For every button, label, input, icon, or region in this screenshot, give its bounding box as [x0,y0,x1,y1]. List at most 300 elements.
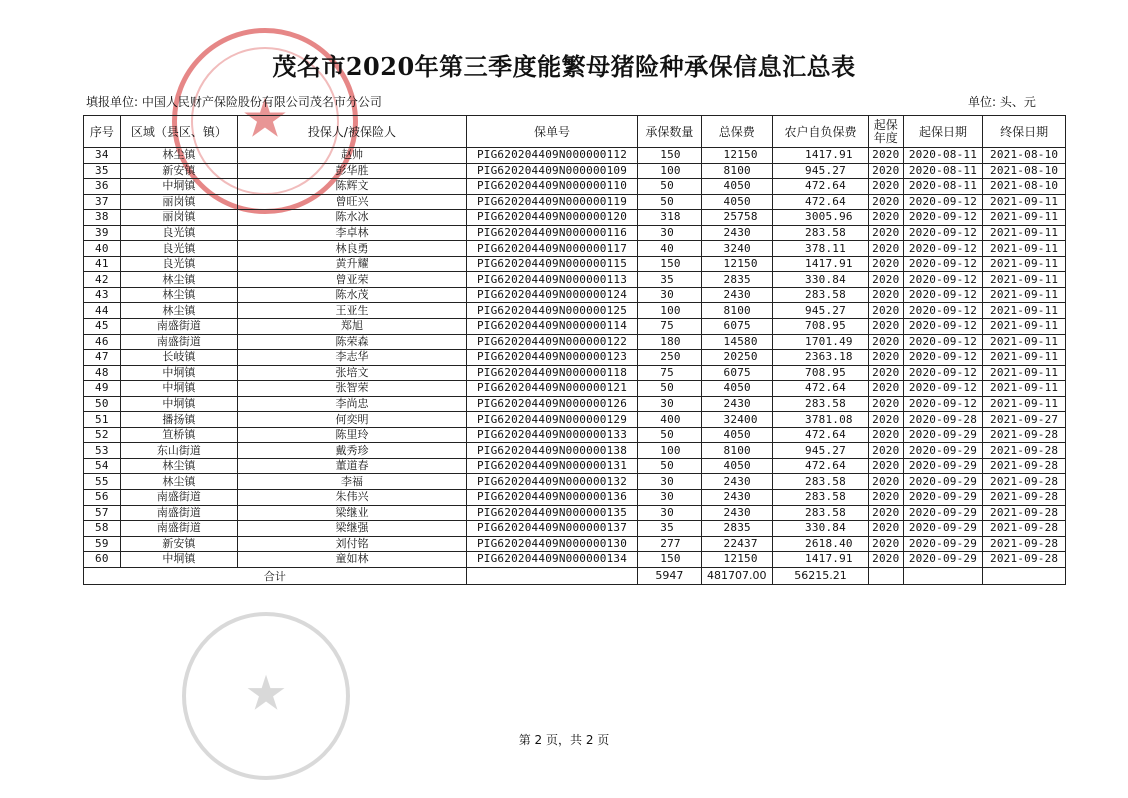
cell-insured: 陈水茂 [238,287,467,303]
cell-policy: PIG620204409N000000124 [466,287,637,303]
cell-insured: 彭华胜 [238,163,467,179]
cell-seq: 60 [84,552,121,568]
cell-region: 中垌镇 [120,396,237,412]
cell-qty: 35 [638,272,701,288]
cell-start-date: 2020-09-29 [903,427,983,443]
cell-end-date: 2021-09-11 [983,334,1066,350]
cell-premium: 2430 [701,287,772,303]
cell-year: 2020 [868,427,903,443]
cell-end-date: 2021-09-11 [983,287,1066,303]
cell-insured: 陈里玲 [238,427,467,443]
page-number: 第 2 页，共 2 页 [518,733,610,747]
table-row [84,163,1066,179]
cell-start-date: 2020-09-12 [903,319,983,335]
cell-self-pay: 1417.91 [773,552,869,568]
cell-premium: 2430 [701,396,772,412]
cell-seq: 40 [84,241,121,257]
cell-start-date: 2020-09-12 [903,396,983,412]
cell-year: 2020 [868,148,903,164]
cell-end-date: 2021-09-27 [983,412,1066,428]
cell-insured: 董道春 [238,458,467,474]
cell-policy: PIG620204409N000000133 [466,427,637,443]
cell-end-date: 2021-09-28 [983,521,1066,537]
cell-premium: 4050 [701,427,772,443]
cell-self-pay: 3005.96 [773,210,869,226]
cell-year: 2020 [868,210,903,226]
cell-end-date: 2021-09-11 [983,319,1066,335]
cell-self-pay: 3781.08 [773,412,869,428]
cell-end-date: 2021-09-28 [983,552,1066,568]
cell-insured: 陈荣森 [238,334,467,350]
cell-end-date: 2021-09-11 [983,194,1066,210]
cell-qty: 50 [638,427,701,443]
cell-year: 2020 [868,396,903,412]
cell-start-date: 2020-08-11 [903,179,983,195]
cell-insured: 李志华 [238,350,467,366]
cell-region: 林尘镇 [120,458,237,474]
cell-year: 2020 [868,381,903,397]
cell-start-date: 2020-09-28 [903,412,983,428]
cell-year: 2020 [868,505,903,521]
cell-start-date: 2020-09-29 [903,458,983,474]
cell-year: 2020 [868,412,903,428]
cell-end-date: 2021-09-28 [983,458,1066,474]
table-row [84,148,1066,164]
cell-end-date: 2021-09-11 [983,210,1066,226]
cell-end-date: 2021-08-10 [983,179,1066,195]
unit-label: 单位: 头、元 [968,95,1036,109]
cell-policy: PIG620204409N000000134 [466,552,637,568]
cell-premium: 2430 [701,474,772,490]
cell-seq: 58 [84,521,121,537]
cell-end-date: 2021-09-11 [983,365,1066,381]
table-row [84,381,1066,397]
cell-policy: PIG620204409N000000126 [466,396,637,412]
total-policy-empty [466,567,637,584]
cell-start-date: 2020-09-12 [903,194,983,210]
cell-start-date: 2020-09-12 [903,272,983,288]
cell-policy: PIG620204409N000000132 [466,474,637,490]
cell-insured: 张智荣 [238,381,467,397]
table-row [84,474,1066,490]
cell-qty: 75 [638,319,701,335]
cell-start-date: 2020-09-29 [903,521,983,537]
cell-start-date: 2020-09-12 [903,225,983,241]
cell-insured: 刘付铭 [238,536,467,552]
cell-start-date: 2020-09-29 [903,490,983,506]
table-row [84,225,1066,241]
document-title: 茂名市2020年第三季度能繁母猪险种承保信息汇总表 [272,52,856,81]
cell-seq: 46 [84,334,121,350]
cell-end-date: 2021-08-10 [983,163,1066,179]
cell-region: 中垌镇 [120,552,237,568]
cell-start-date: 2020-08-11 [903,163,983,179]
table-row [84,210,1066,226]
cell-insured: 朱伟兴 [238,490,467,506]
cell-premium: 8100 [701,443,772,459]
cell-premium: 2835 [701,272,772,288]
cell-self-pay: 708.95 [773,319,869,335]
cell-year: 2020 [868,272,903,288]
cell-qty: 50 [638,179,701,195]
cell-policy: PIG620204409N000000113 [466,272,637,288]
cell-insured: 曾亚荣 [238,272,467,288]
cell-premium: 8100 [701,303,772,319]
cell-self-pay: 945.27 [773,303,869,319]
cell-self-pay: 472.64 [773,381,869,397]
header-seq: 序号 [84,116,121,148]
cell-qty: 100 [638,163,701,179]
header-insured: 投保人/被保险人 [238,116,467,148]
cell-self-pay: 1417.91 [773,256,869,272]
cell-seq: 52 [84,427,121,443]
cell-policy: PIG620204409N000000117 [466,241,637,257]
cell-qty: 30 [638,396,701,412]
cell-seq: 36 [84,179,121,195]
cell-year: 2020 [868,552,903,568]
cell-self-pay: 1701.49 [773,334,869,350]
cell-seq: 51 [84,412,121,428]
cell-year: 2020 [868,163,903,179]
cell-seq: 57 [84,505,121,521]
cell-region: 南盛街道 [120,334,237,350]
cell-region: 林尘镇 [120,474,237,490]
cell-qty: 50 [638,381,701,397]
cell-qty: 250 [638,350,701,366]
cell-premium: 4050 [701,381,772,397]
cell-start-date: 2020-09-12 [903,365,983,381]
cell-seq: 50 [84,396,121,412]
cell-insured: 陈水冰 [238,210,467,226]
cell-region: 笪桥镇 [120,427,237,443]
cell-end-date: 2021-09-28 [983,505,1066,521]
cell-region: 南盛街道 [120,505,237,521]
header-year: 起保年度 [868,116,903,148]
cell-year: 2020 [868,241,903,257]
cell-self-pay: 378.11 [773,241,869,257]
cell-qty: 30 [638,287,701,303]
cell-qty: 400 [638,412,701,428]
cell-end-date: 2021-09-11 [983,350,1066,366]
table-row [84,272,1066,288]
cell-year: 2020 [868,350,903,366]
cell-end-date: 2021-09-11 [983,396,1066,412]
table-row [84,303,1066,319]
cell-region: 林尘镇 [120,148,237,164]
cell-policy: PIG620204409N000000125 [466,303,637,319]
header-policy: 保单号 [466,116,637,148]
cell-policy: PIG620204409N000000135 [466,505,637,521]
cell-premium: 14580 [701,334,772,350]
cell-region: 新安镇 [120,536,237,552]
total-qty: 5947 [638,567,701,584]
faded-seal [182,612,350,780]
cell-premium: 2430 [701,225,772,241]
table-row [84,319,1066,335]
cell-premium: 12150 [701,148,772,164]
cell-self-pay: 2363.18 [773,350,869,366]
cell-region: 良光镇 [120,225,237,241]
cell-policy: PIG620204409N000000122 [466,334,637,350]
cell-seq: 44 [84,303,121,319]
cell-self-pay: 472.64 [773,179,869,195]
cell-seq: 41 [84,256,121,272]
cell-policy: PIG620204409N000000123 [466,350,637,366]
cell-end-date: 2021-09-28 [983,427,1066,443]
cell-seq: 54 [84,458,121,474]
cell-qty: 180 [638,334,701,350]
cell-policy: PIG620204409N000000109 [466,163,637,179]
cell-region: 林尘镇 [120,303,237,319]
cell-qty: 150 [638,256,701,272]
cell-seq: 43 [84,287,121,303]
table-row [84,194,1066,210]
cell-end-date: 2021-09-11 [983,241,1066,257]
cell-self-pay: 283.58 [773,225,869,241]
cell-premium: 4050 [701,458,772,474]
cell-qty: 150 [638,148,701,164]
cell-insured: 张培文 [238,365,467,381]
cell-seq: 42 [84,272,121,288]
cell-region: 良光镇 [120,256,237,272]
cell-end-date: 2021-09-11 [983,225,1066,241]
cell-insured: 林良勇 [238,241,467,257]
cell-start-date: 2020-09-29 [903,474,983,490]
cell-insured: 王亚生 [238,303,467,319]
cell-qty: 30 [638,474,701,490]
header-end-date: 终保日期 [983,116,1066,148]
cell-year: 2020 [868,365,903,381]
cell-policy: PIG620204409N000000114 [466,319,637,335]
cell-policy: PIG620204409N000000119 [466,194,637,210]
cell-policy: PIG620204409N000000138 [466,443,637,459]
cell-qty: 318 [638,210,701,226]
cell-premium: 32400 [701,412,772,428]
table-row [84,536,1066,552]
cell-region: 长岐镇 [120,350,237,366]
cell-insured: 戴秀珍 [238,443,467,459]
cell-seq: 37 [84,194,121,210]
cell-region: 丽岗镇 [120,194,237,210]
cell-premium: 25758 [701,210,772,226]
total-end-empty [983,567,1066,584]
cell-qty: 40 [638,241,701,257]
cell-premium: 4050 [701,194,772,210]
cell-self-pay: 283.58 [773,396,869,412]
cell-self-pay: 1417.91 [773,148,869,164]
cell-start-date: 2020-09-12 [903,210,983,226]
total-year-empty [868,567,903,584]
table-row [84,365,1066,381]
cell-seq: 45 [84,319,121,335]
cell-qty: 30 [638,505,701,521]
faded-seal-star-icon: ★ [244,665,288,722]
cell-seq: 39 [84,225,121,241]
cell-premium: 4050 [701,179,772,195]
table-row [84,412,1066,428]
header-region: 区域（县区、镇） [120,116,237,148]
cell-self-pay: 283.58 [773,505,869,521]
cell-year: 2020 [868,225,903,241]
cell-qty: 75 [638,365,701,381]
cell-premium: 2835 [701,521,772,537]
cell-policy: PIG620204409N000000137 [466,521,637,537]
cell-premium: 2430 [701,490,772,506]
cell-qty: 30 [638,225,701,241]
cell-start-date: 2020-09-12 [903,256,983,272]
cell-insured: 赵帅 [238,148,467,164]
cell-end-date: 2021-09-28 [983,536,1066,552]
cell-seq: 35 [84,163,121,179]
cell-region: 播扬镇 [120,412,237,428]
cell-self-pay: 472.64 [773,194,869,210]
cell-year: 2020 [868,458,903,474]
cell-region: 良光镇 [120,241,237,257]
cell-self-pay: 708.95 [773,365,869,381]
cell-start-date: 2020-09-12 [903,287,983,303]
cell-start-date: 2020-09-29 [903,505,983,521]
table-row [84,490,1066,506]
filler-unit: 填报单位: 中国人民财产保险股份有限公司茂名市分公司 [86,95,382,109]
cell-premium: 6075 [701,365,772,381]
cell-seq: 56 [84,490,121,506]
cell-start-date: 2020-09-29 [903,536,983,552]
cell-premium: 6075 [701,319,772,335]
cell-policy: PIG620204409N000000129 [466,412,637,428]
cell-region: 中垌镇 [120,381,237,397]
cell-year: 2020 [868,490,903,506]
header-premium: 总保费 [701,116,772,148]
table-row [84,552,1066,568]
cell-end-date: 2021-09-28 [983,474,1066,490]
cell-policy: PIG620204409N000000115 [466,256,637,272]
cell-qty: 150 [638,552,701,568]
cell-policy: PIG620204409N000000130 [466,536,637,552]
cell-region: 南盛街道 [120,521,237,537]
cell-region: 中垌镇 [120,179,237,195]
cell-seq: 38 [84,210,121,226]
table-header-row [84,116,1066,148]
cell-region: 东山街道 [120,443,237,459]
cell-insured: 郑旭 [238,319,467,335]
table-row [84,396,1066,412]
cell-start-date: 2020-09-12 [903,303,983,319]
cell-qty: 50 [638,458,701,474]
cell-end-date: 2021-09-11 [983,303,1066,319]
cell-policy: PIG620204409N000000118 [466,365,637,381]
cell-year: 2020 [868,474,903,490]
cell-start-date: 2020-09-29 [903,552,983,568]
cell-start-date: 2020-09-12 [903,334,983,350]
cell-insured: 李卓林 [238,225,467,241]
cell-seq: 49 [84,381,121,397]
header-start-date: 起保日期 [903,116,983,148]
cell-premium: 3240 [701,241,772,257]
cell-seq: 47 [84,350,121,366]
cell-premium: 12150 [701,552,772,568]
cell-seq: 48 [84,365,121,381]
cell-year: 2020 [868,536,903,552]
cell-start-date: 2020-09-12 [903,241,983,257]
cell-region: 丽岗镇 [120,210,237,226]
cell-qty: 50 [638,194,701,210]
cell-start-date: 2020-09-12 [903,381,983,397]
table-row [84,241,1066,257]
cell-region: 中垌镇 [120,365,237,381]
cell-end-date: 2021-09-11 [983,256,1066,272]
total-premium: 481707.00 [701,567,772,584]
cell-policy: PIG620204409N000000116 [466,225,637,241]
cell-premium: 2430 [701,505,772,521]
cell-self-pay: 472.64 [773,427,869,443]
cell-year: 2020 [868,521,903,537]
cell-seq: 34 [84,148,121,164]
cell-end-date: 2021-09-28 [983,490,1066,506]
table-row [84,256,1066,272]
cell-self-pay: 945.27 [773,443,869,459]
cell-region: 新安镇 [120,163,237,179]
table-row [84,505,1066,521]
cell-self-pay: 283.58 [773,490,869,506]
cell-policy: PIG620204409N000000110 [466,179,637,195]
cell-self-pay: 283.58 [773,287,869,303]
cell-year: 2020 [868,303,903,319]
cell-insured: 李尚忠 [238,396,467,412]
cell-end-date: 2021-09-11 [983,381,1066,397]
summary-table [83,115,1066,585]
cell-premium: 22437 [701,536,772,552]
cell-insured: 黄升耀 [238,256,467,272]
cell-qty: 30 [638,490,701,506]
cell-year: 2020 [868,179,903,195]
table-row [84,458,1066,474]
cell-insured: 梁继业 [238,505,467,521]
cell-insured: 陈辉文 [238,179,467,195]
total-self-pay: 56215.21 [773,567,869,584]
cell-self-pay: 330.84 [773,521,869,537]
cell-seq: 53 [84,443,121,459]
cell-region: 南盛街道 [120,490,237,506]
cell-region: 南盛街道 [120,319,237,335]
cell-premium: 12150 [701,256,772,272]
cell-insured: 童如林 [238,552,467,568]
cell-seq: 55 [84,474,121,490]
seal-star-icon: ★ [240,86,290,150]
cell-region: 林尘镇 [120,272,237,288]
cell-region: 林尘镇 [120,287,237,303]
total-label: 合计 [84,567,467,584]
table-row [84,427,1066,443]
cell-end-date: 2021-08-10 [983,148,1066,164]
cell-year: 2020 [868,319,903,335]
cell-year: 2020 [868,194,903,210]
cell-qty: 277 [638,536,701,552]
cell-policy: PIG620204409N000000112 [466,148,637,164]
cell-self-pay: 330.84 [773,272,869,288]
header-qty: 承保数量 [638,116,701,148]
cell-insured: 何奕明 [238,412,467,428]
cell-year: 2020 [868,256,903,272]
cell-policy: PIG620204409N000000120 [466,210,637,226]
cell-self-pay: 283.58 [773,474,869,490]
cell-start-date: 2020-09-29 [903,443,983,459]
cell-year: 2020 [868,443,903,459]
cell-insured: 梁继强 [238,521,467,537]
cell-policy: PIG620204409N000000121 [466,381,637,397]
cell-premium: 20250 [701,350,772,366]
table-row [84,521,1066,537]
cell-qty: 100 [638,443,701,459]
